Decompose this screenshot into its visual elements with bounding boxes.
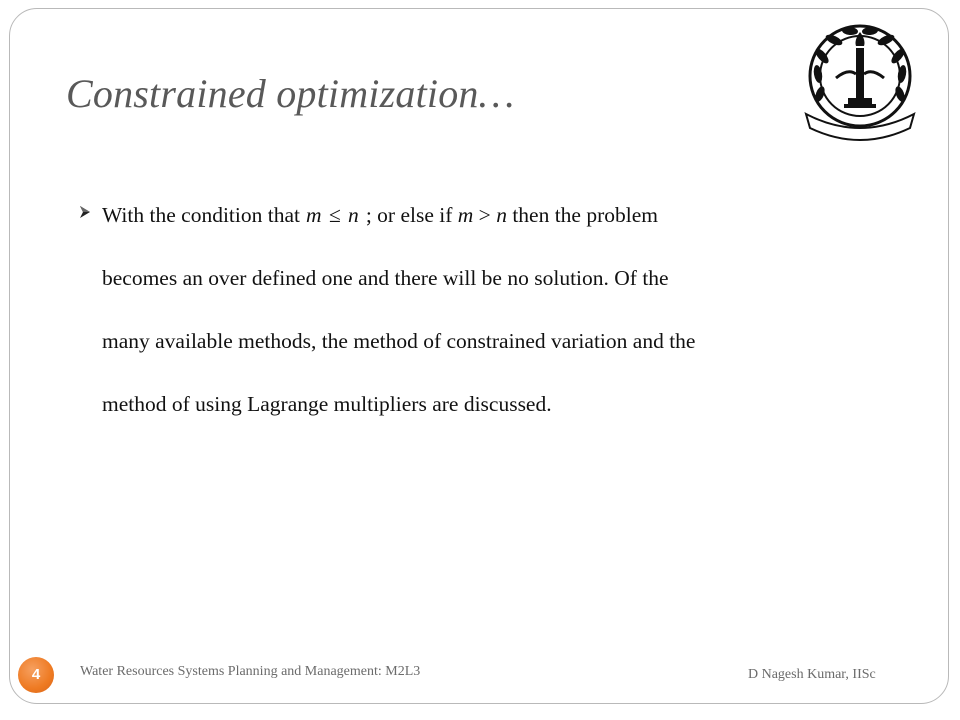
bullet-intro: With the condition that: [102, 203, 300, 227]
footer-course-title: Water Resources Systems Planning and Management: M2L3: [80, 664, 421, 679]
bullet-arrow-icon: [78, 205, 92, 219]
institute-emblem-icon: [798, 18, 922, 142]
bullet-line1-end: then the problem: [512, 203, 658, 227]
bullet-line-3: many available methods, the method of constrained variation and the: [102, 329, 696, 353]
bullet-mid: ; or else if: [365, 203, 453, 227]
math-expression: m ≤ n: [305, 203, 360, 227]
gt-symbol: >: [478, 203, 491, 227]
slide-title: Constrained optimization…: [66, 71, 515, 116]
var-m: m: [457, 203, 474, 227]
bullet-line-4: method of using Lagrange multipliers are discussed.: [102, 392, 552, 416]
page-number-badge: 4: [18, 657, 54, 693]
footer-author: D Nagesh Kumar, IISc: [748, 667, 876, 682]
bullet-line-2: becomes an over defined one and there will be no solution. Of the: [102, 266, 669, 290]
bullet-text: [102, 195, 872, 447]
var-n: n: [496, 203, 507, 227]
bullet-line-1: [102, 195, 872, 258]
